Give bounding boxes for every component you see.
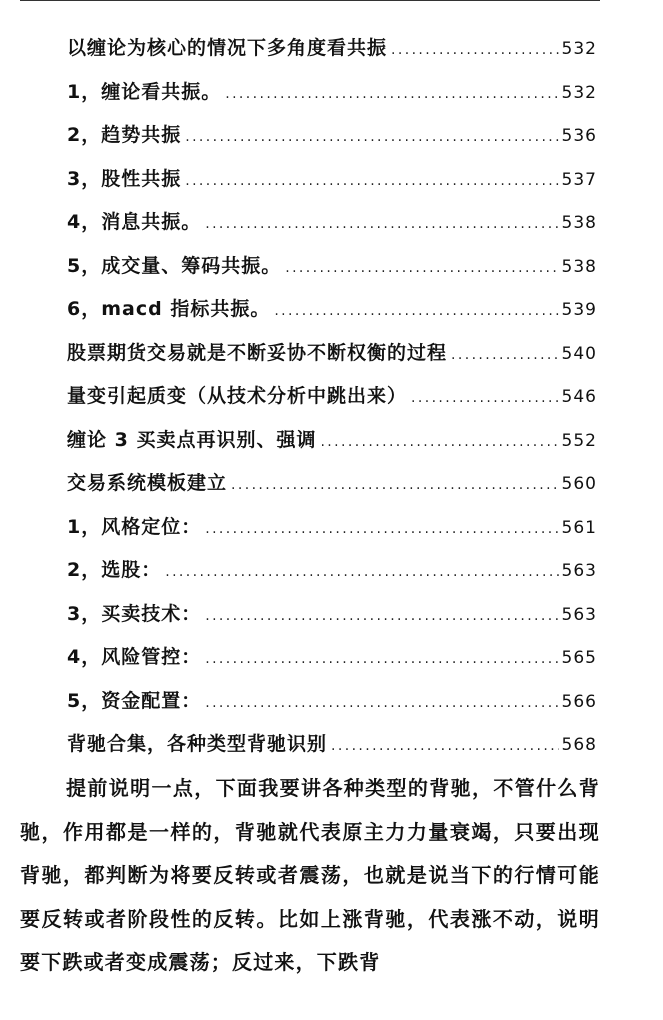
toc-entry[interactable] xyxy=(67,339,597,367)
toc-entry[interactable] xyxy=(67,556,597,584)
toc-page-number: 532 xyxy=(561,39,597,59)
toc-page-number: 532 xyxy=(561,82,597,103)
toc-entry[interactable] xyxy=(67,513,597,541)
toc-entry-title: 4，消息共振。 xyxy=(67,211,202,233)
toc-entry-title: 6，macd 指标共振。 xyxy=(67,298,271,320)
toc-dot-leader xyxy=(185,167,558,195)
toc-entry[interactable] xyxy=(67,600,597,628)
toc-entry-title: 背驰合集，各种类型背驰识别 xyxy=(67,733,328,755)
toc-entry-title: 2，选股： xyxy=(67,559,162,581)
toc-dot-leader xyxy=(205,602,558,630)
toc-page-number: 540 xyxy=(561,343,597,364)
toc-page-number: 565 xyxy=(561,648,597,668)
toc-page-number: 539 xyxy=(561,300,597,320)
body-paragraph: 提前说明一点，下面我要讲各种类型的背驰，不管什么背驰，作用都是一样的，背驰就代表原主力力量衰竭，只要出现背驰，都判断为将要反转或者震荡，也就是说当下的行情可能要反转或者阶段性的反转。比如上涨背驰，代表涨不动，说明要下跌或者变成震荡；反过来，下跌背 xyxy=(20,776,600,974)
toc-entry-title: 以缠论为核心的情况下多角度看共振 xyxy=(67,37,388,59)
toc-page-number: 568 xyxy=(561,735,597,755)
toc-entry[interactable] xyxy=(67,165,597,193)
toc-entry-title: 5，资金配置： xyxy=(67,689,202,712)
toc-page-number: 537 xyxy=(561,169,597,190)
toc-page-number: 538 xyxy=(561,256,597,277)
toc-entry-title: 5，成交量、筹码共振。 xyxy=(67,254,282,277)
toc-page-number: 563 xyxy=(561,561,597,581)
toc-page-number: 538 xyxy=(561,213,597,233)
toc-entry-title: 1，风格定位： xyxy=(67,515,202,538)
toc-entry-title: 4，风险管控： xyxy=(67,646,202,668)
toc-dot-leader xyxy=(451,341,559,369)
toc-entry[interactable] xyxy=(67,687,597,715)
toc-entry[interactable] xyxy=(67,469,597,497)
toc-entry[interactable] xyxy=(67,643,597,671)
toc-dot-leader xyxy=(165,558,558,586)
toc-page-number: 560 xyxy=(561,474,597,494)
toc-entry[interactable] xyxy=(67,295,597,323)
toc-entry[interactable] xyxy=(67,252,597,280)
toc-entry-title: 股票期货交易就是不断妥协不断权衡的过程 xyxy=(67,341,448,364)
toc-entry-title: 3，买卖技术： xyxy=(67,602,202,625)
toc-entry[interactable] xyxy=(67,208,597,236)
toc-entry-title: 3，股性共振 xyxy=(67,167,182,190)
toc-dot-leader xyxy=(205,515,558,543)
toc-entry[interactable] xyxy=(67,730,597,758)
toc-page-number: 546 xyxy=(561,387,597,407)
toc-dot-leader xyxy=(285,254,558,282)
toc-dot-leader xyxy=(320,428,558,456)
toc-page-number: 566 xyxy=(561,691,597,712)
toc-entry-title: 量变引起质变（从技术分析中跳出来） xyxy=(67,385,408,407)
toc-entry-title: 1，缠论看共振。 xyxy=(67,80,222,103)
toc-entry[interactable] xyxy=(67,78,597,106)
toc-entry-title: 2，趋势共振 xyxy=(67,124,182,146)
toc-dot-leader xyxy=(331,732,559,760)
toc-page-number: 561 xyxy=(561,517,597,538)
top-rule xyxy=(20,0,600,1)
toc-dot-leader xyxy=(411,384,559,412)
toc-dot-leader xyxy=(225,80,558,108)
toc-entry[interactable] xyxy=(67,34,597,62)
toc-dot-leader xyxy=(205,645,558,673)
toc-dot-leader xyxy=(205,210,558,238)
toc-entry-title: 缠论 3 买卖点再识别、强调 xyxy=(67,428,317,451)
toc-entry-title: 交易系统模板建立 xyxy=(67,472,228,494)
toc-entry[interactable] xyxy=(67,121,597,149)
toc-page-number: 552 xyxy=(561,430,597,451)
toc-dot-leader xyxy=(391,36,559,64)
toc-entry[interactable] xyxy=(67,382,597,410)
toc-dot-leader xyxy=(231,471,559,499)
toc-dot-leader xyxy=(185,123,558,151)
toc-dot-leader xyxy=(205,689,558,717)
toc-page-number: 536 xyxy=(561,126,597,146)
toc-entry[interactable] xyxy=(67,426,597,454)
toc-page-number: 563 xyxy=(561,604,597,625)
toc-dot-leader xyxy=(274,297,558,325)
